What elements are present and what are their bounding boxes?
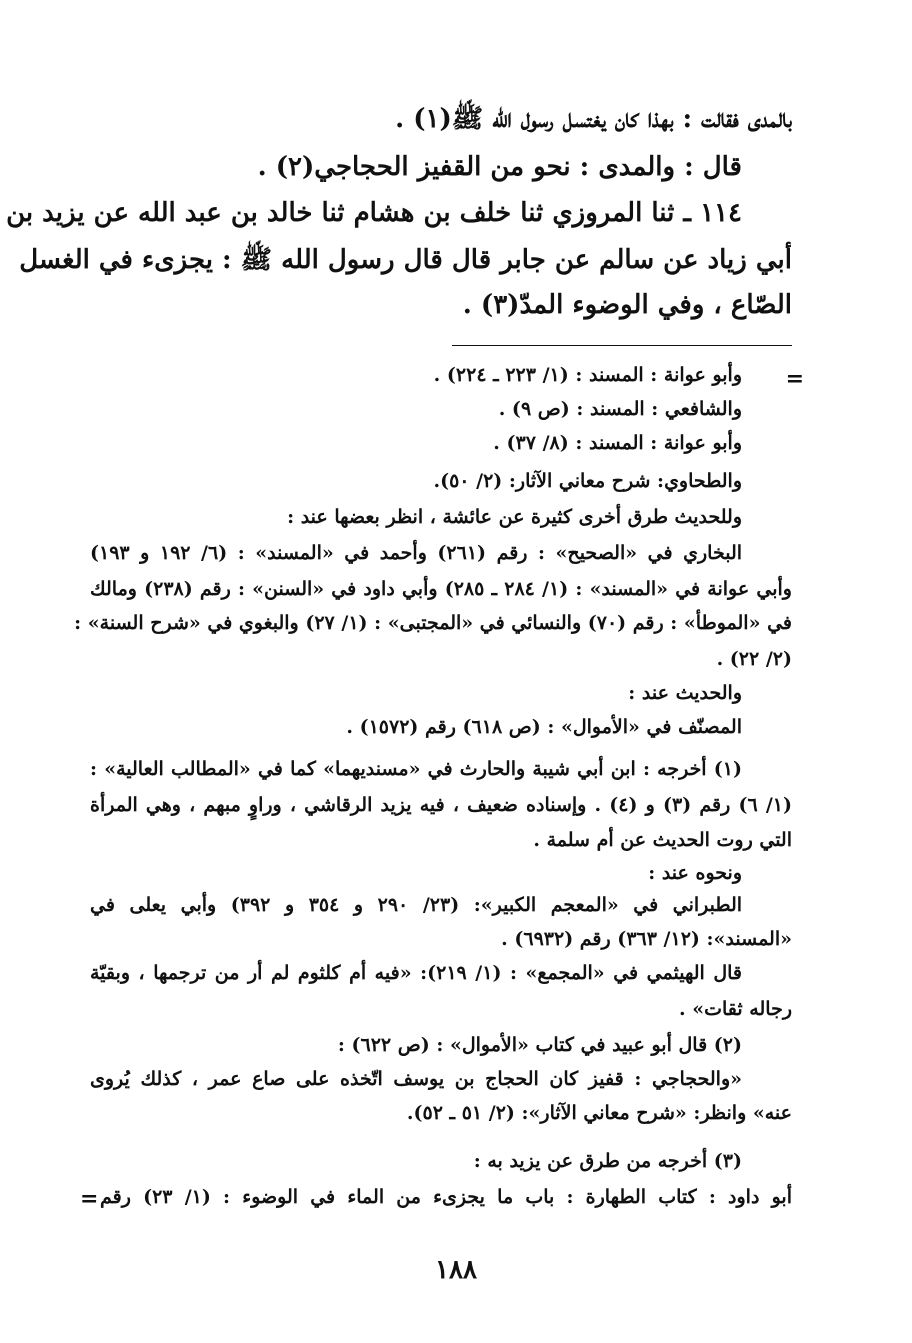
footnote-line: أبو داود : كتاب الطهارة : باب ما يجزىء من الماء في الوضوء : (١/ ٢٣) رقم [100, 1186, 792, 1208]
main-text-line: أبي زياد عن سالم عن جابر قال قال رسول الله ﷺ : يجزىء في الغسل [19, 245, 792, 275]
footnote-line: البخاري في «الصحيح» : رقم (٢٦١) وأحمد في «المسند» : (٦/ ١٩٢ و ١٩٣) [90, 542, 743, 564]
footnote-line: والحديث عند : [628, 682, 742, 704]
footnote-line: رجاله ثقات» . [679, 998, 792, 1020]
footnote-line: «والحجاجي : قفيز كان الحجاج بن يوسف اتّخذه على صاع عمر ، كذلك يُروى [90, 1068, 742, 1090]
footnote-line: والشافعي : المسند : (ص ٩) . [498, 398, 742, 420]
main-text-line: قال : والمدى : نحو من القفيز الحجاجي(٢) . [257, 152, 742, 182]
main-text-line: الصّاع ، وفي الوضوء المدّ(٣) . [462, 290, 792, 320]
footnote-line: (٢) قال أبو عبيد في كتاب «الأموال» : (ص ٦٢٢) : [337, 1034, 742, 1056]
footnote-line: التي روت الحديث عن أم سلمة . [533, 829, 792, 851]
footnote-line: والطحاوي: شرح معاني الآثار: (٢/ ٥٠). [433, 470, 742, 492]
main-text-line: ١١٤ ـ ثنا المروزي ثنا خلف بن هشام ثنا خالد بن عبد الله عن يزيد بن [6, 198, 742, 228]
trailing-mark: = [80, 1186, 99, 1212]
footnote-line: الطبراني في «المعجم الكبير»: (٢٣/ ٢٩٠ و ٣٥٤ و ٣٩٢) وأبي يعلى في [90, 894, 743, 916]
footnote-line: (١) أخرجه : ابن أبي شيبة والحارث في «مسنديهما» كما في «المطالب العالية» : [90, 758, 742, 780]
footnote-line: (٢/ ٢٢) . [716, 648, 792, 670]
footnote-line: وللحديث طرق أخرى كثيرة عن عائشة ، انظر بعضها عند : [287, 506, 742, 528]
continuation-mark: = [785, 366, 804, 392]
footnote-line: وأبو عوانة : المسند : (١/ ٢٢٣ ـ ٢٢٤) . [433, 364, 742, 386]
footnote-line: وأبي عوانة في «المسند» : (١/ ٢٨٤ ـ ٢٨٥) وأبي داود في «السنن» : رقم (٢٣٨) ومالك [90, 578, 792, 600]
page-number: ١٨٨ [435, 1255, 477, 1285]
footnote-line: المصنّف في «الأموال» : (ص ٦١٨) رقم (١٥٧٢) . [346, 716, 742, 738]
footnote-line: وأبو عوانة : المسند : (٨/ ٣٧) . [493, 432, 742, 454]
footnote-line: في «الموطأ» : رقم (٧٠) والنسائي في «المجتبى» : (١/ ٢٧) والبغوي في «شرح السنة» : [74, 612, 792, 634]
footnote-line: (٣) أخرجه من طرق عن يزيد به : [473, 1150, 742, 1172]
footnote-line: قال الهيثمي في «المجمع» : (١/ ٢١٩): «فيه أم كلثوم لم أر من ترجمها ، وبقيّة [90, 962, 742, 984]
footnote-line: «المسند»: (١٢/ ٣٦٣) رقم (٦٩٣٢) . [501, 928, 792, 950]
main-text-line: بالمدى فقالت : بهذا كان يغتسل رسول الله ﷺ(١) . [395, 104, 792, 134]
footnote-line: (١/ ٦) رقم (٣) و (٤) . وإسناده ضعيف ، فيه يزيد الرقاشي ، وراوٍ مبهم ، وهي المرأة [90, 794, 792, 816]
footnote-line: عنه» وانظر: «شرح معاني الآثار»: (٢/ ٥١ ـ ٥٢). [406, 1102, 792, 1124]
footnote-separator [452, 345, 792, 346]
footnote-line: ونحوه عند : [648, 862, 742, 884]
